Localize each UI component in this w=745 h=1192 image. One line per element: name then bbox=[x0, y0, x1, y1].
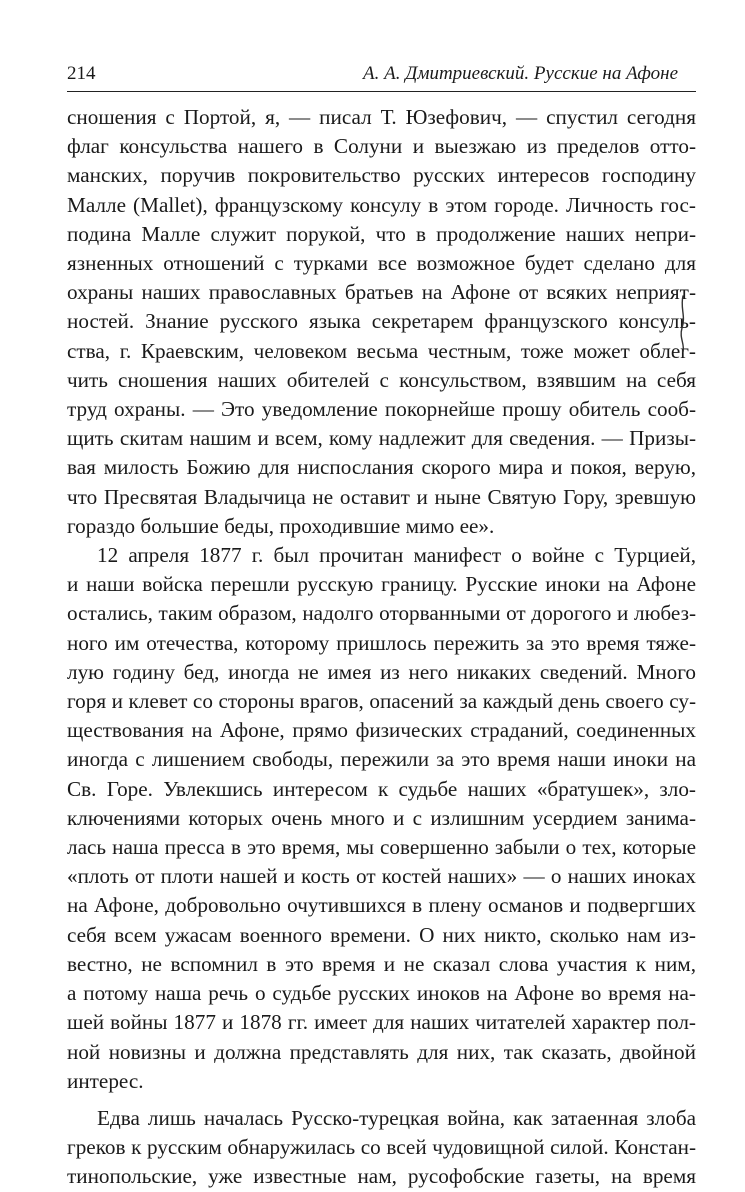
text-line: чить сношения наших обителей с консульством, взявшим на себя bbox=[67, 367, 696, 392]
text-line: лась наша пресса в это время, мы совершенно забыли о тех, которые bbox=[67, 835, 696, 860]
text-line: ностей. Знание русского языка секретарем французского консуль- bbox=[67, 309, 696, 334]
body-text bbox=[67, 103, 696, 1192]
text-line: Св. Горе. Увлекшись интересом к судьбе наших «братушек», зло- bbox=[67, 776, 696, 801]
running-title: А. А. Дмитриевский. Русские на Афоне bbox=[363, 63, 678, 84]
text-line: ства, г. Краевским, человеком весьма честным, тоже может облег- bbox=[67, 338, 696, 363]
text-line: 12 апреля 1877 г. был прочитан манифест о войне с Турцией, bbox=[97, 543, 696, 568]
text-line: «плоть от плоти нашей и кость от костей наших» — о наших иноках bbox=[67, 864, 696, 889]
text-line: Малле (Mallet), французскому консулу в этом городе. Личность гос- bbox=[67, 192, 696, 217]
paragraph-gap bbox=[67, 1096, 696, 1104]
text-line: шей войны 1877 и 1878 гг. имеет для наших читателей характер пол- bbox=[67, 1010, 696, 1035]
text-line: иногда с лишением свободы, пережили за это время наши иноки на bbox=[67, 747, 696, 772]
text-line: щить скитам нашим и всем, кому надлежит для сведения. — Призы- bbox=[67, 426, 696, 451]
text-line: интерес. bbox=[67, 1068, 144, 1093]
text-line: ключениями которых очень много и с излишним усердием занима- bbox=[67, 805, 696, 830]
text-line: флаг консульства нашего в Солуни и выезжаю из пределов отто- bbox=[67, 134, 696, 159]
page-number: 214 bbox=[67, 63, 96, 84]
text-line: манских, поручив покровительство русских интересов господину bbox=[67, 163, 696, 188]
text-line: вестно, не вспомнил в это время и не сказал слова участия к ним, bbox=[67, 951, 696, 976]
text-line: ного им отечества, которому пришлось пережить за это время тяже- bbox=[67, 630, 696, 655]
text-line: гораздо большие беды, проходившие мимо ее». bbox=[67, 513, 495, 538]
text-line: ществования на Афоне, прямо физических страданий, соединенных bbox=[67, 718, 696, 743]
text-line: и наши войска перешли русскую границу. Русские иноки на Афоне bbox=[67, 572, 696, 597]
text-line: Едва лишь началась Русско-турецкая война, как затаенная злоба bbox=[97, 1105, 696, 1130]
pencil-margin-mark bbox=[676, 294, 690, 354]
paragraph-war-begins bbox=[67, 1104, 696, 1192]
text-line: лую годину бед, иногда не имея из него никаких сведений. Много bbox=[67, 659, 696, 684]
text-line: труд охраны. — Это уведомление покорнейше прошу обитель сооб- bbox=[67, 397, 696, 422]
text-line: ной новизны и должна представлять для них, так сказать, двойной bbox=[67, 1039, 696, 1064]
text-line: вая милость Божию для ниспослания скорого мира и покоя, верую, bbox=[67, 455, 696, 480]
text-line: себя всем ужасам военного времени. О них никто, сколько нам из- bbox=[67, 922, 696, 947]
paragraph-war-manifest bbox=[67, 541, 696, 1096]
text-line: язненных отношений с турками все возможное будет сделано для bbox=[67, 251, 696, 276]
text-line: горя и клевет со стороны врагов, опасений за каждый день своего су- bbox=[67, 689, 696, 714]
text-line: греков к русским обнаружилась со всей чудовищной силой. Констан- bbox=[67, 1135, 696, 1160]
text-line: остались, таким образом, надолго оторванными от дорогого и любез- bbox=[67, 601, 696, 626]
text-line: что Пресвятая Владычица не оставит и ныне Святую Гору, зревшую bbox=[67, 484, 696, 509]
paragraph-letter-quote bbox=[67, 103, 696, 541]
text-line: на Афоне, добровольно очутившихся в плену османов и подвергших bbox=[67, 893, 696, 918]
text-line: а потому наша речь о судьбе русских иноков на Афоне во время на- bbox=[67, 981, 696, 1006]
header-rule bbox=[67, 91, 696, 92]
text-line: тинопольские, уже известные нам, русофобские газеты, на время bbox=[67, 1164, 696, 1189]
text-line: подина Малле служит порукой, что в продолжение наших непри- bbox=[67, 221, 696, 246]
text-line: охраны наших православных братьев на Афоне от всяких неприят- bbox=[67, 280, 696, 305]
page-header bbox=[67, 62, 696, 90]
text-line: сношения с Портой, я, — писал Т. Юзефович, — спустил сегодня bbox=[67, 105, 696, 129]
